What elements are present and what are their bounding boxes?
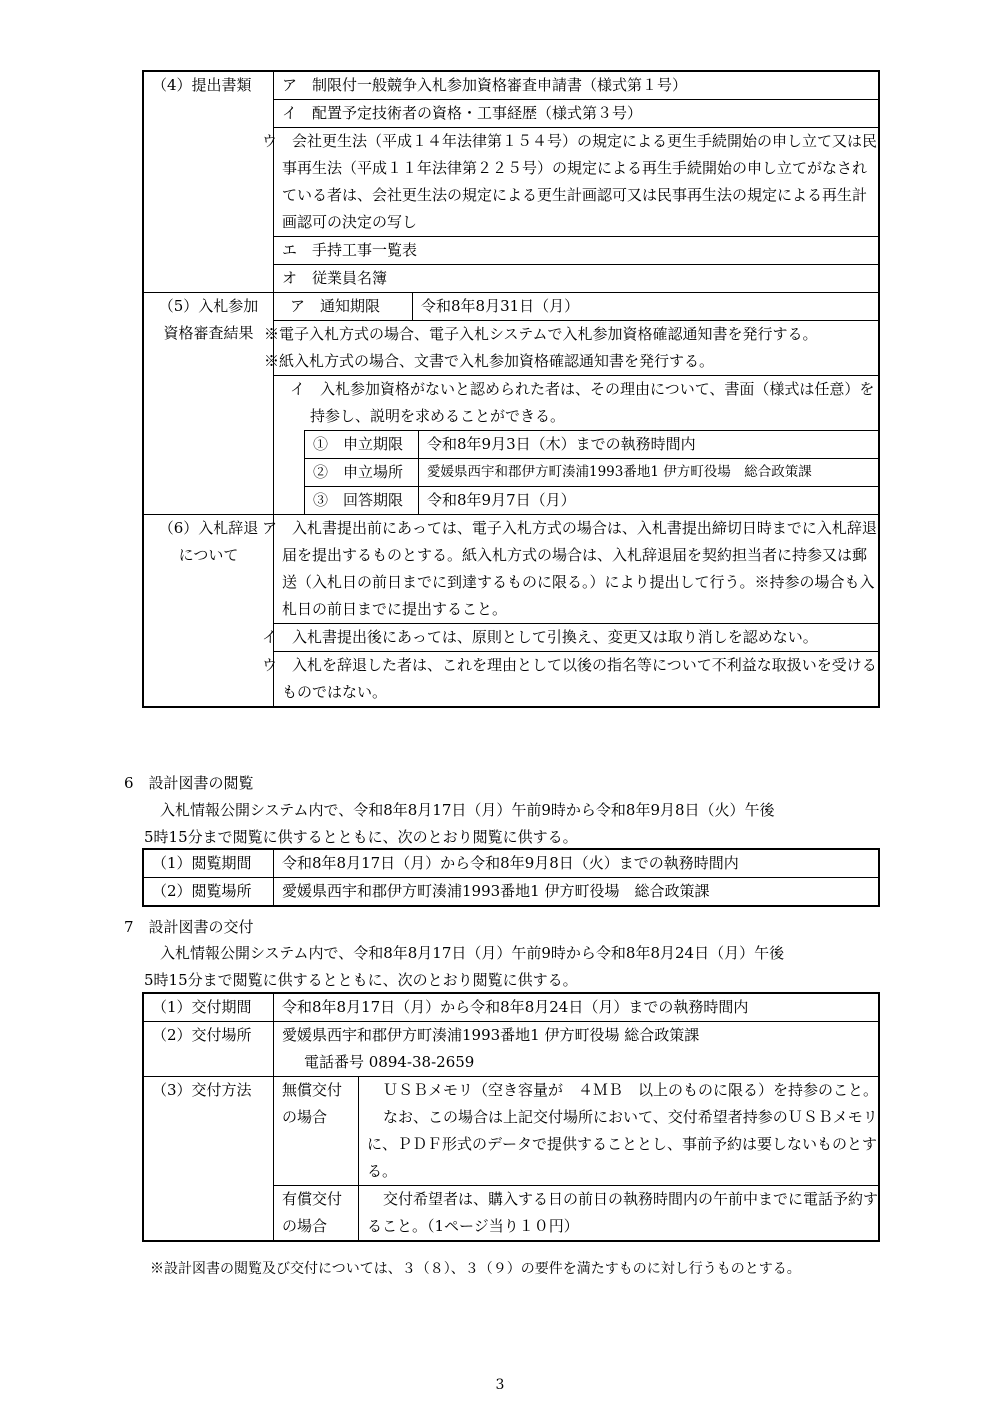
- result-row: [143, 293, 879, 515]
- appeal-text: イ 入札参加資格がないと認められた者は、その理由について、書面（様式は任意）を持参し、説明を求めることができる。: [290, 380, 875, 425]
- delivery-method-row: [143, 1077, 879, 1242]
- free-delivery-row: [274, 1077, 878, 1186]
- section-6-intro-line-2: 5時15分まで閲覧に供するとともに、次のとおり閲覧に供する。: [144, 828, 578, 846]
- withdraw-list: [262, 515, 878, 706]
- conditions-table: [142, 70, 880, 708]
- section-7-intro: [144, 940, 874, 994]
- answer-deadline-label: ③ 回答期限: [305, 487, 419, 515]
- appeal-deadline-value: 令和8年9月3日（木）までの執務時間内: [419, 431, 879, 459]
- section-7-intro-line-1: 入札情報公開システム内で、令和8年8月17日（月）午前9時から令和8年8月24日（月）午後: [160, 944, 785, 962]
- viewing-period-row: [143, 849, 879, 878]
- result-cell: [264, 293, 880, 515]
- viewing-period-value: 令和8年8月17日（月）から令和8年9月8日（火）までの執務時間内: [274, 849, 880, 878]
- footnote: ※設計図書の閲覧及び交付については、３（８）、３（９）の要件を満たすものに対し行うものとする。: [150, 1261, 801, 1277]
- delivery-method-cell: [274, 1077, 880, 1242]
- page-number: 3: [495, 1377, 505, 1393]
- viewing-table: [142, 848, 880, 907]
- free-delivery-label: 無償交付 の場合: [274, 1077, 359, 1186]
- delivery-period-value: 令和8年8月17日（月）から令和8年8月24日（月）までの執務時間内: [274, 993, 880, 1022]
- submit-docs-item-o: オ 従業員名簿: [274, 265, 878, 293]
- paid-delivery-row: [274, 1186, 878, 1241]
- appeal-place-label: ② 申立場所: [305, 459, 419, 487]
- result-label: [143, 293, 274, 515]
- submit-docs-item-e: エ 手持工事一覧表: [274, 237, 878, 265]
- delivery-place-value: 愛媛県西宇和郡伊方町湊浦1993番地1 伊方町役場 総合政策課: [282, 1026, 700, 1044]
- submit-docs-row: [143, 71, 879, 293]
- submit-docs-item-u: ウ 会社更生法（平成１４年法律第１５４号）の規定による更生手続開始の申し立て又は民事再生法（平成１１年法律第２２５号）の規定による再生手続開始の申し立てがなされている者は、会社更生法の規定による更生計画認可又は民事再生法の規定による再生計画認可の決定の写し: [274, 128, 878, 237]
- delivery-place-cell: [274, 1022, 880, 1077]
- withdraw-item-u: ウ 入札を辞退した者は、これを理由として以後の指名等について不利益な取扱いを受けるものではない。: [274, 652, 878, 707]
- free-delivery-text-2: なお、この場合は上記交付場所において、交付希望者持参のＵＳＢメモリに、ＰＤＦ形式のデータで提供することとし、事前予約は要しないものとする。: [367, 1108, 878, 1180]
- withdraw-row: [143, 515, 879, 708]
- submit-docs-label: （4）提出書類: [143, 71, 274, 293]
- free-delivery-text: [359, 1077, 879, 1186]
- withdraw-item-i: イ 入札書提出後にあっては、原則として引換え、変更又は取り消しを認めない。: [274, 624, 878, 652]
- result-label-line-2: 資格審査結果: [163, 324, 254, 342]
- withdraw-label-line-1: （6）入札辞退: [158, 519, 259, 537]
- paper-bid-note: ※紙入札方式の場合、文書で入札参加資格確認通知書を発行する。: [264, 352, 715, 370]
- answer-deadline-value: 令和8年9月7日（月）: [419, 487, 879, 515]
- result-label-line-1: （5）入札参加: [158, 297, 259, 315]
- submit-docs-item-a: ア 制限付一般競争入札参加資格審査申請書（様式第１号）: [274, 72, 878, 100]
- electronic-bid-note: ※電子入札方式の場合、電子入札システムで入札参加資格確認通知書を発行する。: [264, 325, 818, 343]
- notice-deadline-label: ア 通知期限: [282, 293, 413, 320]
- withdraw-label-line-2: について: [178, 546, 239, 564]
- viewing-period-label: （1）閲覧期間: [143, 849, 274, 878]
- delivery-phone: 電話番号 0894-38-2659: [304, 1053, 475, 1071]
- viewing-place-value: 愛媛県西宇和郡伊方町湊浦1993番地1 伊方町役場 総合政策課: [274, 878, 880, 907]
- delivery-period-row: [143, 993, 879, 1022]
- viewing-place-label: （2）閲覧場所: [143, 878, 274, 907]
- withdraw-label: [143, 515, 274, 708]
- notice-deadline-date: 令和8年8月31日（月）: [413, 293, 879, 320]
- submit-docs-list: [262, 72, 878, 292]
- withdraw-item-a: ア 入札書提出前にあっては、電子入札方式の場合は、入札書提出締切日時までに入札辞退届を提出するものとする。紙入札方式の場合は、入札辞退届を契約担当者に持参又は郵送（入札日の前日までに到達するものに限る。）により提出して行う。※持参の場合も入札日の前日までに提出すること。: [274, 515, 878, 624]
- delivery-method-table: [274, 1077, 878, 1240]
- section-6-intro: [144, 797, 874, 851]
- appeal-place-value: 愛媛県西宇和郡伊方町湊浦1993番地1 伊方町役場 総合政策課: [419, 459, 879, 487]
- appeal-deadline-label: ① 申立期限: [305, 431, 419, 459]
- viewing-place-row: [143, 878, 879, 907]
- appeal-table: [304, 430, 878, 514]
- delivery-table: [142, 992, 880, 1242]
- paid-delivery-text: 交付希望者は、購入する日の前日の執務時間内の午前中までに電話予約すること。（1ページ当り１０円）: [359, 1186, 879, 1241]
- free-delivery-text-1: ＵＳＢメモリ（空き容量が ４ＭＢ 以上のものに限る）を持参のこと。: [383, 1081, 879, 1099]
- section-7-intro-line-2: 5時15分まで閲覧に供するとともに、次のとおり閲覧に供する。: [144, 971, 578, 989]
- delivery-place-row: [143, 1022, 879, 1077]
- result-list: [264, 293, 878, 514]
- delivery-method-label: （3）交付方法: [143, 1077, 274, 1242]
- section-7-heading: 7 設計図書の交付: [124, 918, 254, 936]
- delivery-place-label: （2）交付場所: [143, 1022, 274, 1077]
- submit-docs-cell: [262, 71, 880, 293]
- submit-docs-item-i: イ 配置予定技術者の資格・工事経歴（様式第３号）: [274, 100, 878, 128]
- delivery-period-label: （1）交付期間: [143, 993, 274, 1022]
- section-6-heading: 6 設計図書の閲覧: [124, 774, 254, 792]
- section-6-intro-line-1: 入札情報公開システム内で、令和8年8月17日（月）午前9時から令和8年9月8日（火）午後: [160, 801, 775, 819]
- paid-delivery-label: 有償交付 の場合: [274, 1186, 359, 1241]
- withdraw-cell: [262, 515, 880, 708]
